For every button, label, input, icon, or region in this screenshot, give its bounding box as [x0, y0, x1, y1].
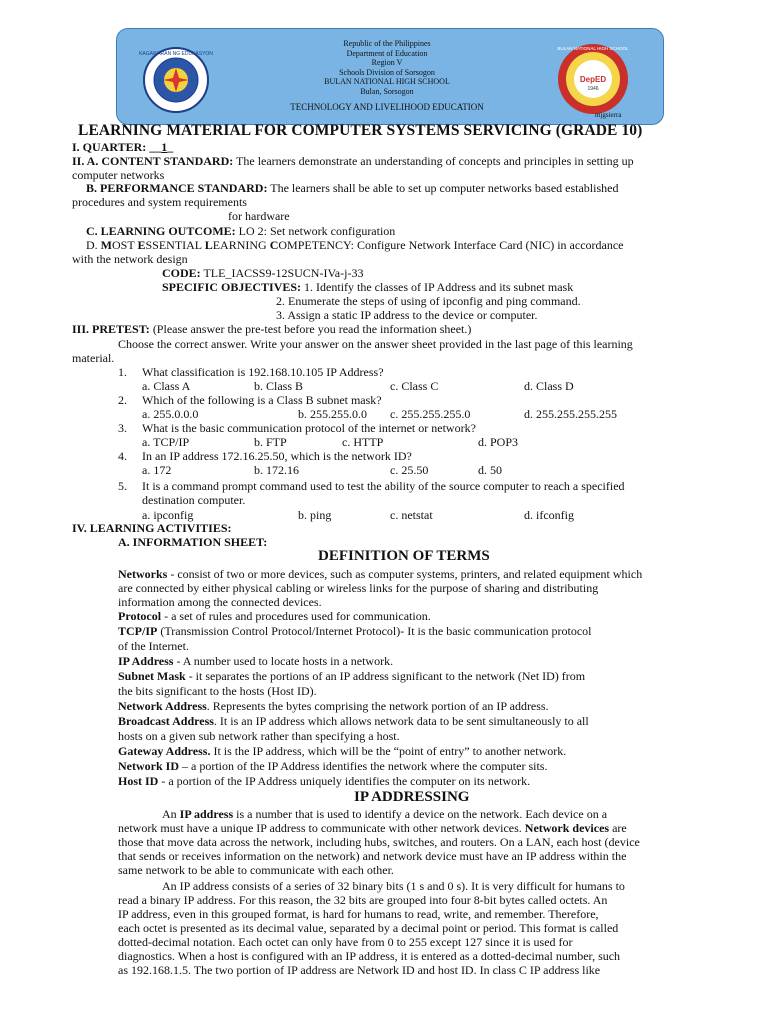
melc-text: L [204, 238, 213, 252]
svg-text:BULAN NATIONAL HIGH SCHOOL: BULAN NATIONAL HIGH SCHOOL [557, 46, 629, 51]
svg-text:KAGAWARAN NG EDUKASYON: KAGAWARAN NG EDUKASYON [139, 51, 213, 57]
answer-choice: d. ifconfig [524, 508, 574, 522]
paragraph-line: same network to be able to communicate with each other. [118, 863, 394, 877]
answer-choice: d. 255.255.255.255 [524, 407, 617, 421]
melc-text: EARNING [212, 238, 270, 252]
question-text: Which of the following is a Class B subnet mask? [142, 393, 382, 407]
header-line: Schools Division of Sorsogon [339, 67, 435, 77]
header-banner [116, 28, 664, 125]
paragraph-text: are [609, 821, 627, 835]
code-value: TLE_IACSS9-12SUCN-IVa-j-33 [200, 266, 364, 280]
melc-text: E [137, 238, 146, 252]
answer-choice: a. ipconfig [142, 508, 194, 522]
information-sheet-heading: A. INFORMATION SHEET: [118, 535, 268, 549]
answer-choice: b. Class B [254, 379, 304, 393]
question-text: destination computer. [142, 493, 246, 507]
paragraph-line: diagnostics. When a host is configured with an IP address, it is entered as a dotted-decimal number, such [118, 949, 621, 963]
code-line [162, 266, 363, 281]
definition-text: hosts on a given sub network rather than specifying a host. [118, 729, 400, 743]
definition-item [118, 609, 431, 624]
definition-text: - consist of two or more devices, such as computer systems, printers, and related equipment which [167, 567, 643, 581]
content-standard [72, 154, 634, 169]
quarter-value: 1 [161, 140, 168, 154]
definition-term: Protocol [118, 609, 162, 623]
answer-choice: b. ping [298, 508, 332, 522]
header-line: BULAN NATIONAL HIGH SCHOOL [324, 77, 450, 86]
question-text: What classification is 192.168.10.105 IP Address? [142, 365, 384, 379]
melc-text: SSENTIAL [145, 238, 205, 252]
definition-text: It is the IP address, which will be the “point of entry” to another network. [210, 744, 567, 758]
paragraph-line: IP address, even in this grouped format, is hard for humans to read, write, and remember. Therefore, [118, 907, 599, 921]
paragraph-line: An IP address consists of a series of 32 binary bits (1 s and 0 s). It is very difficult for humans to [162, 879, 625, 893]
performance-standard-text: procedures and system requirements [72, 195, 247, 209]
performance-standard-text: The learners shall be able to set up computer networks based established [267, 181, 619, 195]
paragraph-line: as 192.168.1.5. The two portion of IP address are Network ID and host ID. In class C IP address like [118, 963, 601, 977]
question-text: In an IP address 172.16.25.50, which is the network ID? [142, 449, 412, 463]
definition-item [118, 759, 547, 774]
answer-choice: c. Class C [390, 379, 439, 393]
learning-outcome-text: LO 2: Set network configuration [235, 224, 396, 238]
melc-text: M [100, 238, 112, 252]
content-standard-text: computer networks [72, 168, 165, 182]
definition-text: . It is an IP address which allows network data to be sent simultaneously to all [213, 714, 589, 728]
definitions-title: DEFINITION OF TERMS [318, 548, 490, 564]
learning-outcome [86, 224, 395, 239]
definition-text: are connected by either physical cabling or wireless links for the purpose of sharing and distributing [118, 581, 599, 595]
performance-standard-label: B. PERFORMANCE STANDARD: [86, 181, 268, 195]
melc-line [86, 238, 624, 253]
definition-item [118, 774, 530, 789]
paragraph-text: is a number that is used to identify a device on the network. Each device on a [233, 807, 608, 821]
answer-choice: b. 172.16 [254, 463, 299, 477]
pretest-instruction: Choose the correct answer. Write your answer on the answer sheet provided in the last page of this learning [118, 337, 633, 351]
definition-item [118, 567, 642, 582]
objective-item: 2. Enumerate the steps of using of ipconfig and ping command. [276, 294, 581, 308]
question-text: What is the basic communication protocol of the internet or network? [142, 421, 476, 435]
question-number: 2. [118, 393, 127, 407]
header-agency-text [237, 39, 537, 96]
paragraph-bold: Network devices [524, 821, 610, 835]
answer-choice: c. 25.50 [390, 463, 429, 477]
definition-term: Networks [118, 567, 168, 581]
melc-text: OMPETENCY: Configure Network Interface Card (NIC) in accordance [278, 238, 624, 252]
content-standard-text: The learners demonstrate an understanding of concepts and principles in setting up [233, 154, 634, 168]
melc-text: C [269, 238, 279, 252]
question-number: 5. [118, 479, 127, 493]
answer-choice: b. 255.255.0.0 [298, 407, 367, 421]
code-label: CODE: [162, 266, 201, 280]
answer-choice: b. FTP [254, 435, 287, 449]
definition-term: Network ID [118, 759, 179, 773]
melc-text: D. [86, 238, 101, 252]
objectives-label: SPECIFIC OBJECTIVES: [162, 280, 302, 294]
answer-choice: c. netstat [390, 508, 433, 522]
question-text: It is a command prompt command used to test the ability of the source computer to reach a specified [142, 479, 625, 493]
definition-item [118, 714, 589, 729]
quarter-label: I. QUARTER: [72, 140, 147, 154]
answer-choice: d. POP3 [478, 435, 519, 449]
performance-standard [86, 181, 618, 196]
paragraph-text: An [162, 807, 180, 821]
header-credit: mjgsierra [595, 111, 622, 119]
school-seal-logo [557, 43, 629, 115]
definition-text: - A number used to locate hosts in a network. [173, 654, 394, 668]
definition-term: Network Address [118, 699, 207, 713]
definition-term: IP Address [118, 654, 174, 668]
paragraph-line: each octet is presented as its decimal value, separated by a decimal point or period. This format is called [118, 921, 619, 935]
content-standard-label: II. A. CONTENT STANDARD: [72, 154, 234, 168]
definition-text: - a portion of the IP Address uniquely identifies the computer on its network. [158, 774, 531, 788]
learning-outcome-label: C. LEARNING OUTCOME: [86, 224, 236, 238]
answer-choice: c. 255.255.255.0 [390, 407, 471, 421]
paragraph-line: that sends or receives information on the network) and network device must have an IP address within the [118, 849, 627, 863]
definition-term: TCP/IP [118, 624, 158, 638]
definition-text: . Represents the bytes comprising the network portion of an IP address. [206, 699, 549, 713]
answer-choice: a. TCP/IP [142, 435, 190, 449]
answer-choice: c. HTTP [342, 435, 384, 449]
question-number: 4. [118, 449, 127, 463]
answer-choice: a. Class A [142, 379, 191, 393]
definition-item [118, 624, 592, 639]
definition-term: Subnet Mask [118, 669, 186, 683]
definition-item [118, 744, 566, 759]
quarter-line: I. QUARTER: __1_ [72, 140, 174, 154]
svg-text:DepED: DepED [579, 75, 607, 84]
question-number: 3. [118, 421, 127, 435]
melc-text: OST [112, 238, 138, 252]
pretest-instruction: material. [72, 351, 115, 365]
definition-term: Host ID [118, 774, 159, 788]
definition-term: Gateway Address. [118, 744, 211, 758]
definition-text: the bits significant to the hosts (Host ID). [118, 684, 317, 698]
header-subject: TECHNOLOGY AND LIVELIHOOD EDUCATION [290, 102, 484, 112]
definition-text: - a set of rules and procedures used for communication. [161, 609, 431, 623]
answer-choice: a. 172 [142, 463, 172, 477]
paragraph-line: read a binary IP address. For this reason, the 32 bits are grouped into four 8-bit bytes called octets. An [118, 893, 608, 907]
pretest-label: III. PRETEST: [72, 322, 150, 336]
definition-item [118, 654, 393, 669]
document-title: LEARNING MATERIAL FOR COMPUTER SYSTEMS SERVICING (GRADE 10) [78, 122, 643, 139]
header-line: Department of Education [346, 48, 428, 58]
definition-item [118, 699, 549, 714]
paragraph-line [118, 821, 627, 836]
header-line: Republic of the Philippines [343, 39, 431, 48]
definition-text: – a portion of the IP Address identifies the network where the computer sits. [179, 759, 548, 773]
pretest-line [72, 322, 471, 337]
definition-term: Broadcast Address [118, 714, 214, 728]
performance-standard-text: for hardware [228, 209, 290, 223]
paragraph-line: those that move data across the network, including hubs, switches, and routers. On a LAN, each host (device [118, 835, 640, 849]
objective-item: 3. Assign a static IP address to the device or computer. [276, 308, 538, 322]
paragraph-text: network must have a unique IP address to communicate with other network devices. [118, 821, 525, 835]
paragraph-line: dotted-decimal notation. Each octet can only have from 0 to 255 except 127 since it is used for [118, 935, 573, 949]
answer-choice: d. Class D [524, 379, 574, 393]
definition-text: - it separates the portions of an IP address significant to the network (Net ID) from [185, 669, 586, 683]
ip-addressing-title: IP ADDRESSING [354, 789, 470, 805]
melc-text: with the network design [72, 252, 188, 266]
definition-text: (Transmission Control Protocol/Internet Protocol)- It is the basic communication protocol [157, 624, 592, 638]
paragraph-bold: IP address [179, 807, 234, 821]
objectives-line [162, 280, 573, 295]
definition-text: of the Internet. [118, 639, 189, 653]
pretest-note: (Please answer the pre-test before you read the information sheet.) [149, 322, 472, 336]
definition-text: information among the connected devices. [118, 595, 322, 609]
header-line: Bulan, Sorsogon [360, 86, 414, 96]
svg-text:1946: 1946 [587, 86, 599, 92]
header-line: Region V [371, 58, 403, 67]
activities-heading: IV. LEARNING ACTIVITIES: [72, 521, 232, 535]
deped-seal-logo [139, 47, 213, 113]
paragraph-line [162, 807, 607, 822]
objective-item: 1. Identify the classes of IP Address and its subnet mask [301, 280, 574, 294]
question-number: 1. [118, 365, 127, 379]
definition-item [118, 669, 585, 684]
answer-choice: a. 255.0.0.0 [142, 407, 199, 421]
answer-choice: d. 50 [478, 463, 502, 477]
